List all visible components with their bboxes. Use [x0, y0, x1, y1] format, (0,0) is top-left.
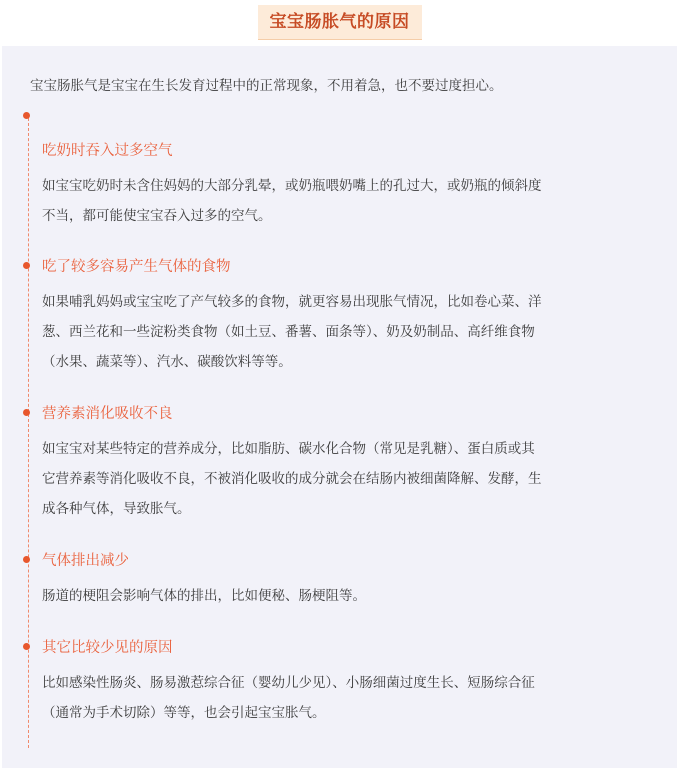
section-body-line: 成各种气体，导致胀气。	[42, 501, 191, 517]
section-body-line: 如果哺乳妈妈或宝宝吃了产气较多的食物，就更容易出现胀气情况，比如卷心菜、洋	[42, 294, 542, 310]
content-panel	[2, 46, 677, 768]
section-body-line: （水果、蔬菜等）、汽水、碳酸饮料等等。	[42, 354, 292, 370]
section-body-line: 如宝宝吃奶时未含住妈妈的大部分乳晕，或奶瓶喂奶嘴上的孔过大，或奶瓶的倾斜度	[42, 178, 542, 194]
section-heading: 吃奶时吞入过多空气	[42, 143, 173, 159]
section-body	[42, 434, 642, 524]
timeline-line	[28, 118, 29, 748]
section-body-line: 比如感染性肠炎、肠易激惹综合征（婴幼儿少见）、小肠细菌过度生长、短肠综合征	[42, 675, 535, 691]
section-body-line: 不当，都可能使宝宝吞入过多的空气。	[42, 208, 272, 224]
timeline-dot	[23, 262, 30, 269]
section-heading: 营养素消化吸收不良	[42, 406, 173, 422]
timeline-dot	[23, 409, 30, 416]
section-body	[42, 287, 642, 377]
section-body-line: 它营养素等消化吸收不良，不被消化吸收的成分就会在结肠内被细菌降解、发酵，生	[42, 471, 542, 487]
timeline-dot	[23, 112, 30, 119]
section-body-line: 如宝宝对某些特定的营养成分，比如脂肪、碳水化合物（常见是乳糖）、蛋白质或其	[42, 441, 535, 457]
timeline-dot	[23, 556, 30, 563]
section-heading: 气体排出减少	[42, 553, 129, 569]
section-body-line: 肠道的梗阻会影响气体的排出，比如便秘、肠梗阻等。	[42, 588, 366, 604]
section-body	[42, 668, 642, 728]
section-heading: 吃了较多容易产生气体的食物	[42, 259, 231, 275]
section-body-line: 葱、西兰花和一些淀粉类食物（如土豆、番薯、面条等）、奶及奶制品、高纤维食物	[42, 324, 535, 340]
title-bar	[0, 0, 679, 46]
section-body-line: （通常为手术切除）等等，也会引起宝宝胀气。	[42, 705, 326, 721]
timeline-dot	[23, 643, 30, 650]
section-heading: 其它比较少见的原因	[42, 640, 173, 656]
section-body	[42, 171, 642, 231]
intro-text: 宝宝肠胀气是宝宝在生长发育过程中的正常现象，不用着急，也不要过度担心。	[30, 78, 503, 94]
section-body	[42, 581, 642, 611]
page-title: 宝宝肠胀气的原因	[258, 5, 422, 40]
